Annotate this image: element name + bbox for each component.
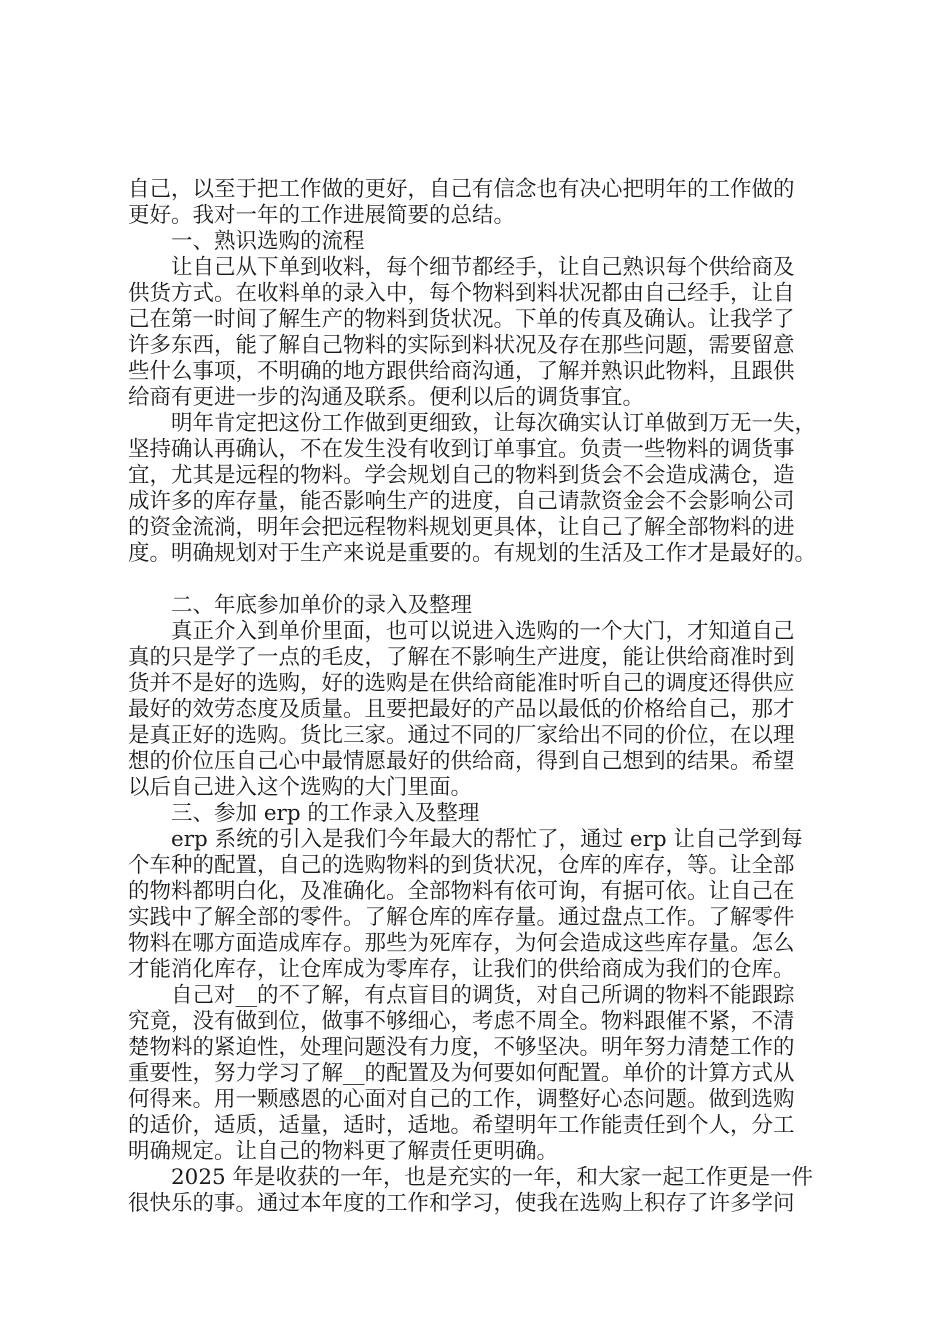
text-line: 些什么事项，不明确的地方跟供给商沟通，了解并熟识此物料，且跟供 [128, 359, 795, 384]
text-line: 许多东西，能了解自己物料的实际到料状况及存在那些问题，需要留意 [128, 333, 795, 358]
text-line: 一、熟识选购的流程 [171, 229, 365, 254]
text-line: 更好。我对一年的工作进展简要的总结。 [128, 203, 516, 228]
text-line: 成许多的库存量，能否影响生产的进度，自己请款资金会不会影响公司 [128, 489, 795, 514]
text-line: 何得来。用一颗感恩的心面对自己的工作，调整好心态问题。做到选购 [128, 1087, 795, 1112]
text-line: 实践中了解全部的零件。了解仓库的库存量。通过盘点工作。了解零件 [128, 905, 795, 930]
text-line: 究竟，没有做到位，做事不够细心，考虑不周全。物料跟催不紧，不清 [128, 1009, 795, 1034]
text-line: 物料在哪方面造成库存。那些为死库存，为何会造成这些库存量。怎么 [128, 931, 795, 956]
text-line: 才能消化库存，让仓库成为零库存，让我们的供给商成为我们的仓库。 [128, 957, 795, 982]
text-line: 自己对__的不了解，有点盲目的调货，对自己所调的物料不能跟踪 [171, 983, 795, 1008]
text-line: 想的价位压自己心中最情愿最好的供给商，得到自己想到的结果。希望 [128, 749, 795, 774]
text-line: 货并不是好的选购，好的选购是在供给商能准时听自己的调度还得供应 [128, 671, 795, 696]
text-line: 坚持确认再确认，不在发生没有收到订单事宜。负责一些物料的调货事 [128, 437, 795, 462]
text-line: 的适价，适质，适量，适时，适地。希望明年工作能责任到个人，分工 [128, 1113, 795, 1138]
text-line: 是真正好的选购。货比三家。通过不同的厂家给出不同的价位，在以理 [128, 723, 795, 748]
text-line: 楚物料的紧迫性，处理问题没有力度，不够坚决。明年努力清楚工作的 [128, 1035, 795, 1060]
text-line: erp 系统的引入是我们今年最大的帮忙了，通过 erp 让自己学到每 [171, 827, 803, 852]
blank-line [128, 567, 840, 593]
text-line: 最好的效劳态度及质量。且要把最好的产品以最低的价格给自己，那才 [128, 697, 795, 722]
text-line: 三、参加 erp 的工作录入及整理 [171, 801, 480, 826]
text-line: 自己，以至于把工作做的更好，自己有信念也有决心把明年的工作做的 [128, 177, 795, 202]
text-line: 以后自己进入这个选购的大门里面。 [128, 775, 473, 800]
text-line: 2025 年是收获的一年，也是充实的一年，和大家一起工作更是一件 [171, 1165, 814, 1190]
text-line: 明年肯定把这份工作做到更细致，让每次确实认订单做到万无一失， [171, 411, 817, 436]
text-line: 给商有更进一步的沟通及联系。便利以后的调货事宜。 [128, 385, 645, 410]
text-line: 供货方式。在收料单的录入中，每个物料到料状况都由自己经手，让自 [128, 281, 795, 306]
text-line: 真的只是学了一点的毛皮，了解在不影响生产进度，能让供给商准时到 [128, 645, 795, 670]
document-body [128, 177, 840, 1217]
text-line: 的物料都明白化，及准确化。全部物料有依可询，有据可依。让自己在 [128, 879, 795, 904]
text-line: 宜，尤其是远程的物料。学会规划自己的物料到货会不会造成满仓，造 [128, 463, 795, 488]
text-line: 重要性，努力学习了解__的配置及为何要如何配置。单价的计算方式从 [128, 1061, 795, 1086]
text-line: 个车种的配置，自己的选购物料的到货状况，仓库的库存，等。让全部 [128, 853, 795, 878]
text-line: 明确规定。让自己的物料更了解责任更明确。 [128, 1139, 559, 1164]
text-line: 度。明确规划对于生产来说是重要的。有规划的生活及工作才是最好的。 [128, 541, 817, 566]
text-line: 的资金流淌，明年会把远程物料规划更具体，让自己了解全部物料的进 [128, 515, 795, 540]
text-line: 让自己从下单到收料，每个细节都经手，让自己熟识每个供给商及 [171, 255, 795, 280]
text-line: 二、年底参加单价的录入及整理 [171, 593, 473, 618]
text-line: 己在第一时间了解生产的物料到货状况。下单的传真及确认。让我学了 [128, 307, 795, 332]
text-line: 真正介入到单价里面，也可以说进入选购的一个大门，才知道自己 [171, 619, 795, 644]
text-line: 很快乐的事。通过本年度的工作和学习，使我在选购上积存了许多学问 [128, 1191, 795, 1216]
